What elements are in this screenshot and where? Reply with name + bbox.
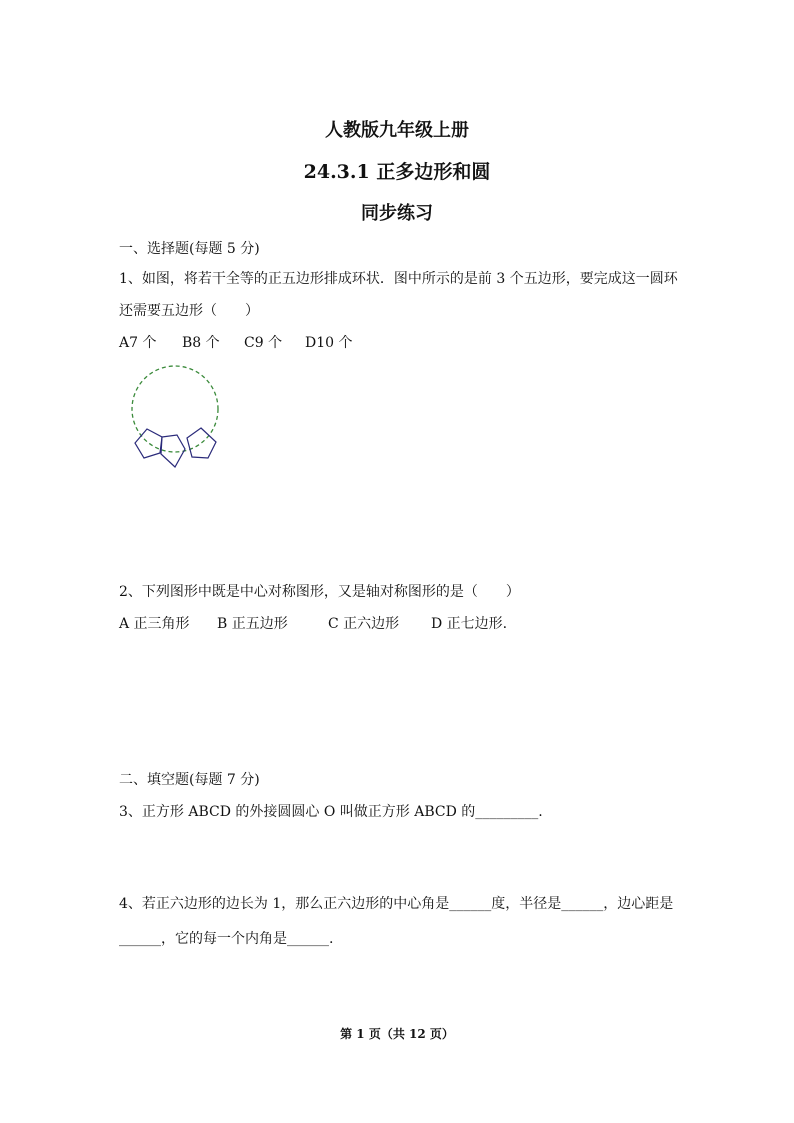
q2-text: 2、下列图形中既是中心对称图形，又是轴对称图形的是（ ） <box>119 584 520 600</box>
q2-option-a: A 正三角形 <box>119 616 190 632</box>
q4-text-line1: 4、若正六边形的边长为 1，那么正六边形的中心角是______度，半径是______，边心距是 <box>119 896 674 912</box>
pentagon-left <box>135 429 162 458</box>
ring-circle <box>132 366 218 452</box>
q2-option-b: B 正五边形 <box>217 616 288 632</box>
doc-title-grade: 人教版九年级上册 <box>325 120 469 141</box>
pentagon-ring-figure <box>128 362 224 474</box>
q4-text-line2: ______，它的每一个内角是______. <box>119 931 334 947</box>
q1-text-line2: 还需要五边形（ ） <box>119 303 259 319</box>
section-fill-title: 二、填空题(每题 7 分) <box>119 772 260 788</box>
page-footer: 第 1 页（共 12 页） <box>340 1027 454 1041</box>
q1-option-d: D10 个 <box>305 335 353 351</box>
doc-title-lesson: 24.3.1 正多边形和圆 <box>303 161 491 183</box>
q1-option-b: B8 个 <box>182 335 220 351</box>
doc-title-practice: 同步练习 <box>361 203 433 224</box>
section-choice-title: 一、选择题(每题 5 分) <box>119 241 260 257</box>
q1-option-c: C9 个 <box>244 335 283 351</box>
q2-option-c: C 正六边形 <box>328 616 400 632</box>
q3-text: 3、正方形 ABCD 的外接圆圆心 O 叫做正方形 ABCD 的_________. <box>119 804 543 820</box>
q1-option-a: A7 个 <box>119 335 157 351</box>
q2-option-d: D 正七边形. <box>431 616 508 632</box>
q1-text-line1: 1、如图，将若干全等的正五边形排成环状．图中所示的是前 3 个五边形，要完成这一圆环 <box>119 271 678 287</box>
